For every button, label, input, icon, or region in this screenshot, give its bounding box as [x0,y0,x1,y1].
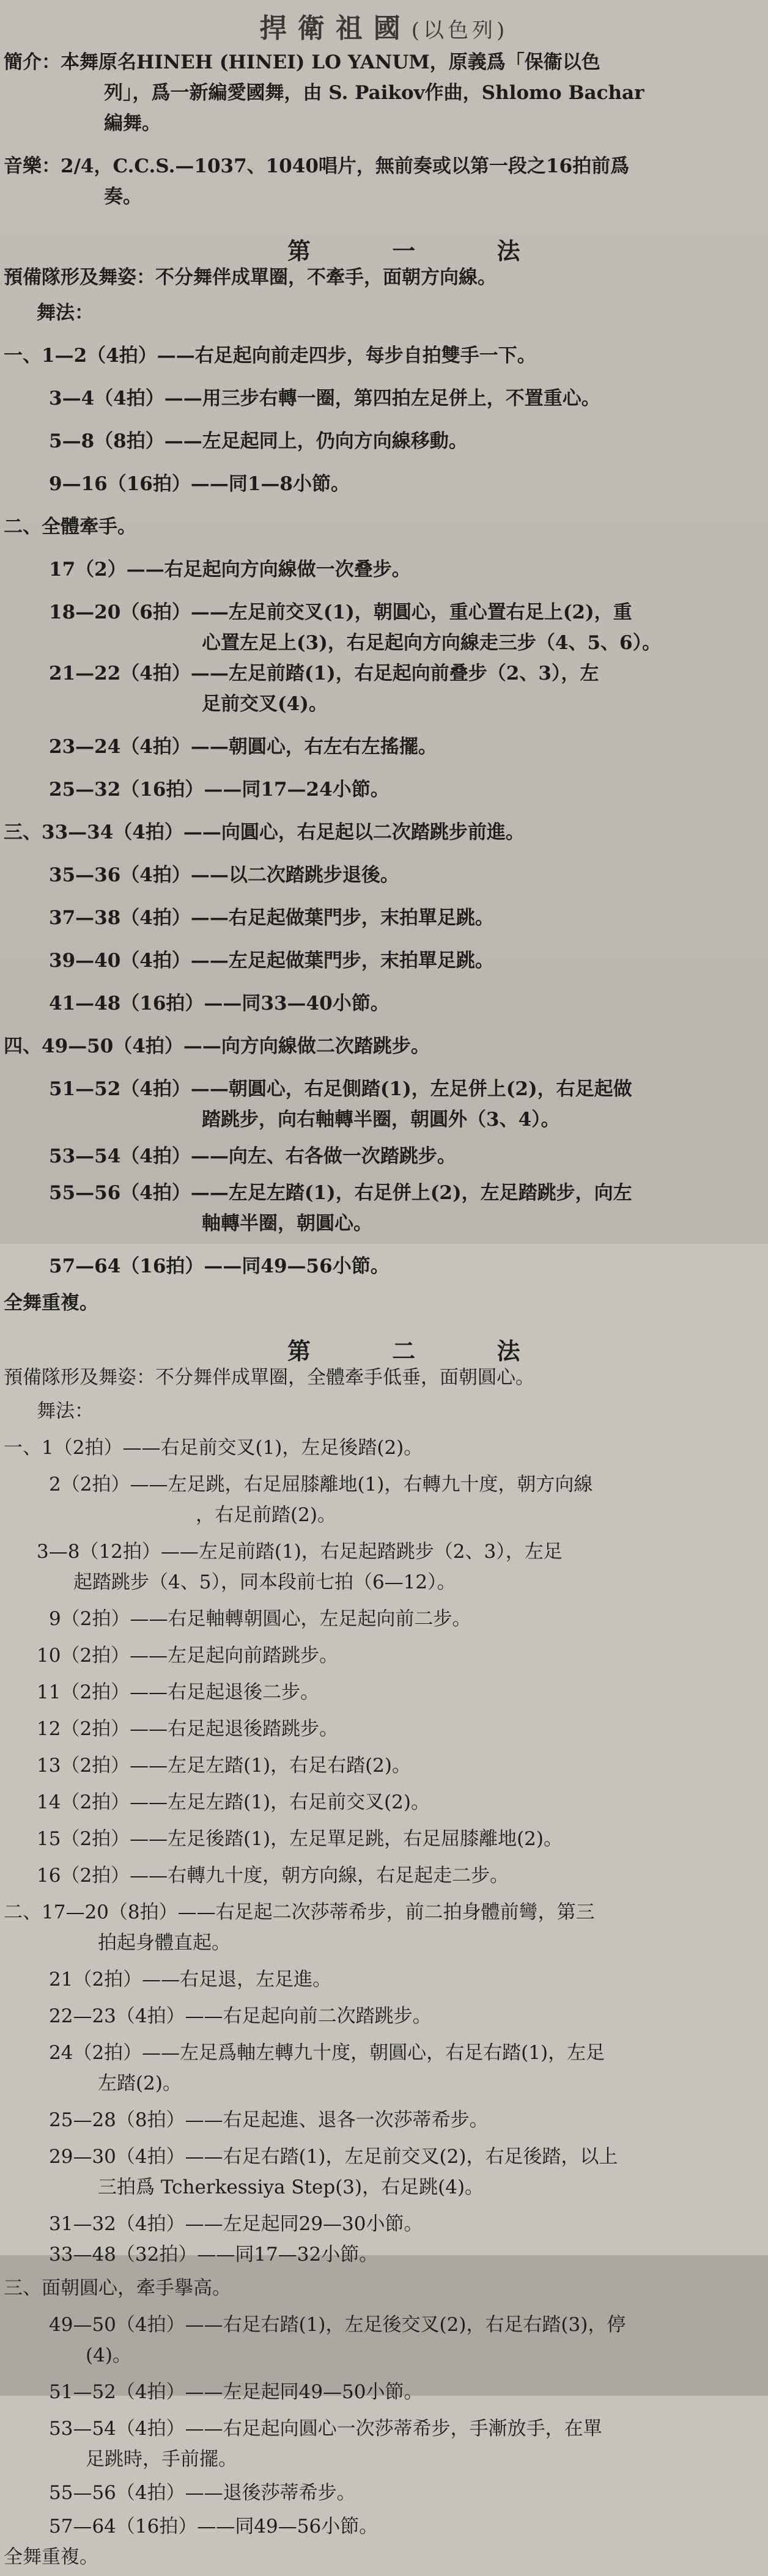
s2-line: 29—30（4拍）——右足右踏(1)，左足前交叉(2)，右足後踏，以上 [49,2146,618,2168]
s1-line: 9—16（16拍）——同1—8小節。 [49,473,350,495]
s1-line: 17（2）——右足起向方向線做一次叠步。 [49,559,411,581]
s2-line: 10（2拍）——左足起向前踏跳步。 [37,1645,339,1667]
section-2-prep: 預備隊形及舞姿：不分舞伴成單圈，全體牽手低垂，面朝圓心。 [4,1367,534,1389]
s2-line: 左踏(2)。 [98,2072,182,2094]
s2-line: 22—23（4拍）——右足起向前二次踏跳步。 [49,2005,432,2027]
music-line-2: 奏。 [104,186,142,208]
s2-line: 三、面朝圓心，牽手擧高。 [4,2277,231,2299]
s2-line: 16（2拍）——右轉九十度，朝方向線，右足起走二步。 [37,1865,509,1887]
s2-line: 拍起身體直起。 [98,1932,231,1954]
s2-line: 25—28（8拍）——右足起進、退各一次莎蒂希步。 [49,2109,489,2131]
section-1-heading: 第 一 法 [287,237,557,265]
s2-line: 2（2拍）——左足跳，右足屈膝離地(1)，右轉九十度，朝方向線 [49,1473,593,1495]
s2-line: 24（2拍）——左足爲軸左轉九十度，朝圓心，右足右踏(1)，左足 [49,2042,605,2064]
intro-line-3: 編舞。 [104,112,161,134]
s2-line: 足跳時，手前擺。 [86,2448,237,2470]
s1-line: 二、全體牽手。 [4,516,136,538]
s2-line: 13（2拍）——左足左踏(1)，右足右踏(2)。 [37,1755,411,1777]
section-2-steps-label: 舞法： [37,1400,94,1422]
s1-line: 53—54（4拍）——向左、右各做一次踏跳步。 [49,1145,456,1167]
s2-line: 11（2拍）——右足起退後二步。 [37,1681,320,1703]
s1-line: 軸轉半圈，朝圓心。 [202,1213,372,1235]
s1-line: 心置左足上(3)，右足起向方向線走三步（4、5、6）。 [202,632,662,654]
intro-line-2: 列」，爲一新編愛國舞，由 S. Paikov作曲，Shlomo Bachar [104,82,644,104]
s1-line: 37—38（4拍）——右足起做葉門步，末拍單足跳。 [49,907,494,929]
s2-line: 15（2拍）——左足後踏(1)，左足單足跳，右足屈膝離地(2)。 [37,1828,563,1850]
s1-line: 四、49—50（4拍）——向方向線做二次踏跳步。 [4,1035,430,1057]
intro-line-1: 簡介：本舞原名HINEH (HINEI) LO YANUM，原義爲「保衞以色 [4,51,600,73]
s1-line: 25—32（16拍）——同17—24小節。 [49,779,390,801]
title-text: 捍衛祖國 [259,13,412,44]
s1-line: 5—8（8拍）——左足起同上，仍向方向線移動。 [49,430,468,452]
s1-line: 23—24（4拍）——朝圓心，右左右左搖擺。 [49,736,437,758]
s2-line: 一、1（2拍）——右足前交叉(1)，左足後踏(2)。 [4,1437,423,1459]
s2-line: 51—52（4拍）——左足起同49—50小節。 [49,2381,423,2403]
s2-line: 31—32（4拍）——左足起同29—30小節。 [49,2213,423,2235]
s1-line: 全舞重複。 [4,1292,98,1314]
s2-line: 14（2拍）——左足左踏(1)，右足前交叉(2)。 [37,1791,430,1813]
s2-line: 33—48（32拍）——同17—32小節。 [49,2244,378,2266]
s2-line: 57—64（16拍）——同49—56小節。 [49,2515,378,2537]
s2-line: 起踏跳步（4、5），同本段前七拍（6—12）。 [73,1571,456,1593]
s1-line: 踏跳步，向右軸轉半圈，朝圓外（3、4）。 [202,1109,560,1131]
page-title [0,6,768,45]
s2-line: 全舞重複。 [4,2546,98,2568]
s2-line: 12（2拍）——右足起退後踏跳步。 [37,1718,339,1740]
s2-line: 21（2拍）——右足退，左足進。 [49,1969,332,1991]
s2-line: 9（2拍）——右足軸轉朝圓心，左足起向前二步。 [49,1608,471,1630]
title-subtitle: (以色列) [411,18,509,43]
s2-line: (4)。 [86,2344,131,2366]
s2-line: 二、17—20（8拍）——右足起二次莎蒂希步，前二拍身體前彎，第三 [4,1901,595,1923]
s1-line: 57—64（16拍）——同49—56小節。 [49,1255,390,1277]
section-2-heading: 第 二 法 [287,1337,557,1365]
s1-line: 39—40（4拍）——左足起做葉門步，末拍單足跳。 [49,950,494,972]
s1-line: 三、33—34（4拍）——向圓心，右足起以二次踏跳步前進。 [4,821,525,843]
section-1-prep: 預備隊形及舞姿：不分舞伴成單圈，不牽手，面朝方向線。 [4,266,497,288]
music-line-1: 音樂：2/4，C.C.S.—1037、1040唱片，無前奏或以第一段之16拍前爲 [4,155,630,177]
s1-line: 55—56（4拍）——左足左踏(1)，右足併上(2)，左足踏跳步，向左 [49,1182,632,1204]
s1-line: 一、1—2（4拍）——右足起向前走四步，每步自拍雙手一下。 [4,345,536,367]
s1-line: 51—52（4拍）——朝圓心，右足側踏(1)，左足併上(2)，右足起做 [49,1078,632,1100]
s2-line: 三拍爲 Tcherkessiya Step(3)，右足跳(4)。 [98,2176,484,2198]
s2-line: 49—50（4拍）——右足右踏(1)，左足後交叉(2)，右足右踏(3)，停 [49,2314,626,2336]
s1-line: 41—48（16拍）——同33—40小節。 [49,993,390,1015]
s1-line: 足前交叉(4)。 [202,693,328,715]
section-1-steps-label: 舞法： [37,302,94,324]
s2-line: ，右足前踏(2)。 [196,1504,336,1526]
s1-line: 18—20（6拍）——左足前交叉(1)，朝圓心，重心置右足上(2)，重 [49,601,632,623]
s1-line: 3—4（4拍）——用三步右轉一圈，第四拍左足併上，不置重心。 [49,387,600,409]
s1-line: 21—22（4拍）——左足前踏(1)，右足起向前叠步（2、3），左 [49,662,599,684]
s2-line: 3—8（12拍）——左足前踏(1)，右足起踏跳步（2、3），左足 [37,1541,563,1563]
s2-line: 53—54（4拍）——右足起向圓心一次莎蒂希步，手漸放手，在單 [49,2418,602,2440]
s1-line: 35—36（4拍）——以二次踏跳步退後。 [49,864,399,886]
s2-line: 55—56（4拍）——退後莎蒂希步。 [49,2482,356,2504]
